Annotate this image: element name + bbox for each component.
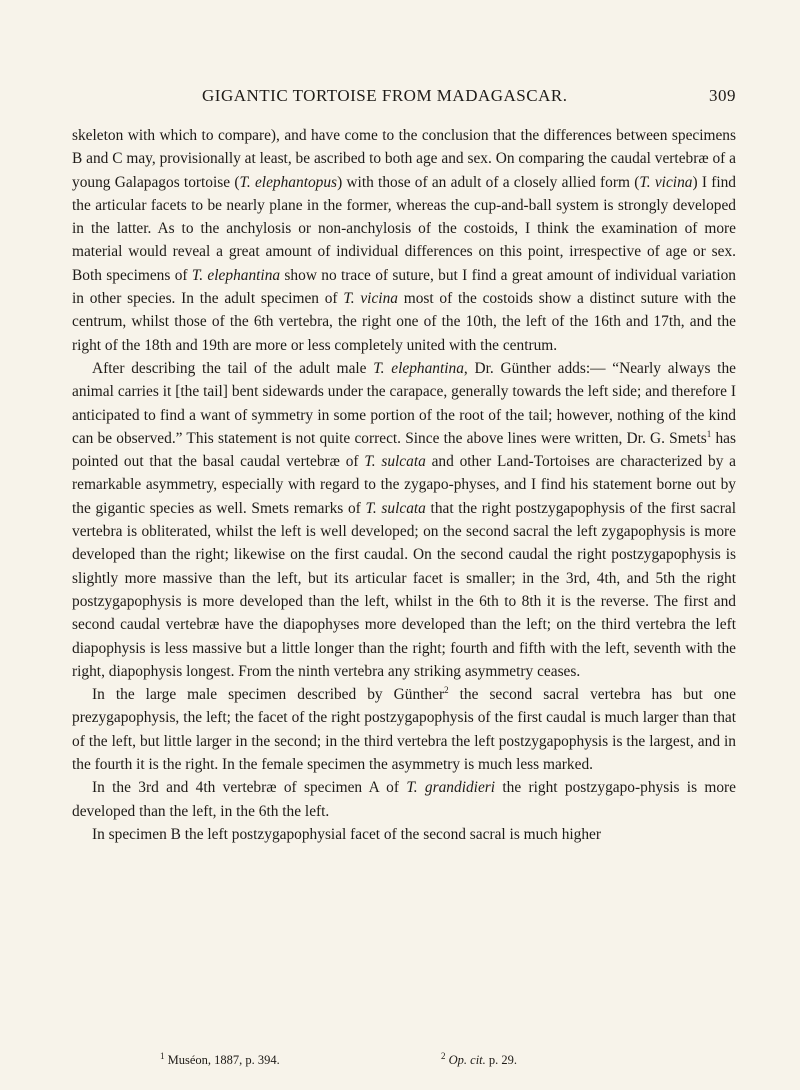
- italic-text: T. sulcata: [364, 453, 426, 471]
- text-run: show no trace of suture, but I find a great amount of individual variation in other species. In the adult specimen of: [72, 266, 737, 308]
- text-run: most of the costoids show a distinct suture with the centrum, whilst those of the 6th vertebra, the right one of the 10th, the left of the 16th and 17th, and the right of the 18th and 19th are more or less completely united with the centrum.: [72, 290, 737, 354]
- italic-text: T. elephantopus: [239, 173, 338, 191]
- body-text: [72, 124, 736, 846]
- text-run: the right postzygapo-physis is more developed than the left, in the 6th the left.: [72, 779, 737, 820]
- italic-text: T. sulcata: [365, 499, 426, 517]
- running-header: [72, 86, 736, 110]
- text-run: , Dr. Günther adds:— “Nearly always the animal carries it [the tail] bent sidewards under the carapace, generally towards the left side; and therefore I anticipated to find a want of symmetry in some portion of the root of the tail; however, nothing of the kind can be observed.” This statement is not quite correct. Since the above lines were written, Dr. G. Smets: [72, 359, 736, 447]
- italic-text: T. vicina: [343, 290, 398, 308]
- text-run: and other Land-Tortoises are characterized by a remarkable asymmetry, especially with regard to the zygapo-physes, and I find his statement borne out by the gigantic species as well. Smets remarks of: [72, 453, 737, 517]
- italic-text: T. vicina: [639, 173, 693, 191]
- paragraph: [72, 683, 736, 776]
- footnote-2-text: p. 29.: [485, 1053, 518, 1067]
- text-run: has pointed out that the basal caudal vertebræ of: [72, 429, 736, 471]
- italic-text: T. grandidieri: [406, 779, 496, 797]
- text-run: skeleton with which to compare), and have come to the conclusion that the differences between specimens B and C may, provisionally at least, be ascribed to both age and sex. On comparing the caudal vertebræ of a young Galapagos tortoise (: [72, 127, 736, 191]
- text-run: In the 3rd and 4th vertebræ of specimen A of: [92, 779, 407, 797]
- text-run: the second sacral vertebra has but one prezygapophysis, the left; the facet of the right postzygapophysis of the first caudal is much larger than that of the left, but little larger in the second; in the third vertebra the left postzygapophysis is the largest, and in the fourth it is the right. In the female specimen the asymmetry is much less marked.: [72, 686, 736, 774]
- paragraph: [72, 124, 736, 357]
- footnote-1-marker: 1: [160, 1050, 165, 1061]
- footnote-ref: 2: [444, 685, 449, 695]
- footnote-2-italic: Op. cit.: [445, 1053, 486, 1067]
- paragraph: [72, 357, 736, 683]
- italic-text: T. elephantina: [373, 359, 464, 377]
- footnote-2: [441, 1052, 517, 1068]
- footnote-2-marker: 2: [441, 1050, 446, 1061]
- footnote-ref: 1: [706, 428, 712, 439]
- paragraph: [72, 776, 736, 823]
- paragraph: [72, 823, 736, 846]
- text-run: After describing the tail of the adult male: [92, 359, 374, 377]
- page-number: 309: [709, 86, 736, 105]
- text-run: In specimen B the left postzygapophysial facet of the second sacral is much higher: [92, 825, 602, 843]
- running-title: GIGANTIC TORTOISE FROM MADAGASCAR.: [202, 86, 568, 105]
- footnote-1: [160, 1052, 280, 1068]
- italic-text: T. elephantina: [191, 266, 281, 284]
- footnote-1-text: Muséon, 1887, p. 394.: [164, 1053, 280, 1067]
- text-run: In the large male specimen described by Günther: [92, 686, 445, 704]
- text-run: ) I find the articular facets to be nearly plane in the former, whereas the cup-and-ball system is strongly developed in the latter. As to the anchylosis or non-anchylosis of the costoids, I think the examination of more material would reveal a great amount of individual differences on this point, irrespective of age or sex. Both specimens of: [72, 173, 737, 284]
- text-run: ) with those of an adult of a closely allied form (: [337, 173, 640, 191]
- text-run: that the right postzygapophysis of the first sacral vertebra is obliterated, whilst the left is well developed; on the second sacral the left zygapophysis is more developed than the right; likewise on the first caudal. On the second caudal the right postzygapophysis is slightly more massive than the left, but its articular facet is smaller; in the 3rd, 4th, and 5th the right postzygapophysis is more developed than the left, whilst in the 6th to 8th it is the reverse. The first and second caudal vertebræ have the diapophyses more developed than the left; on the third vertebra the left diapophysis is less massive but a little longer than the right; fourth and fifth with the left, seventh with the right, diapophysis longest. From the ninth vertebra any striking asymmetry ceases.: [72, 499, 736, 680]
